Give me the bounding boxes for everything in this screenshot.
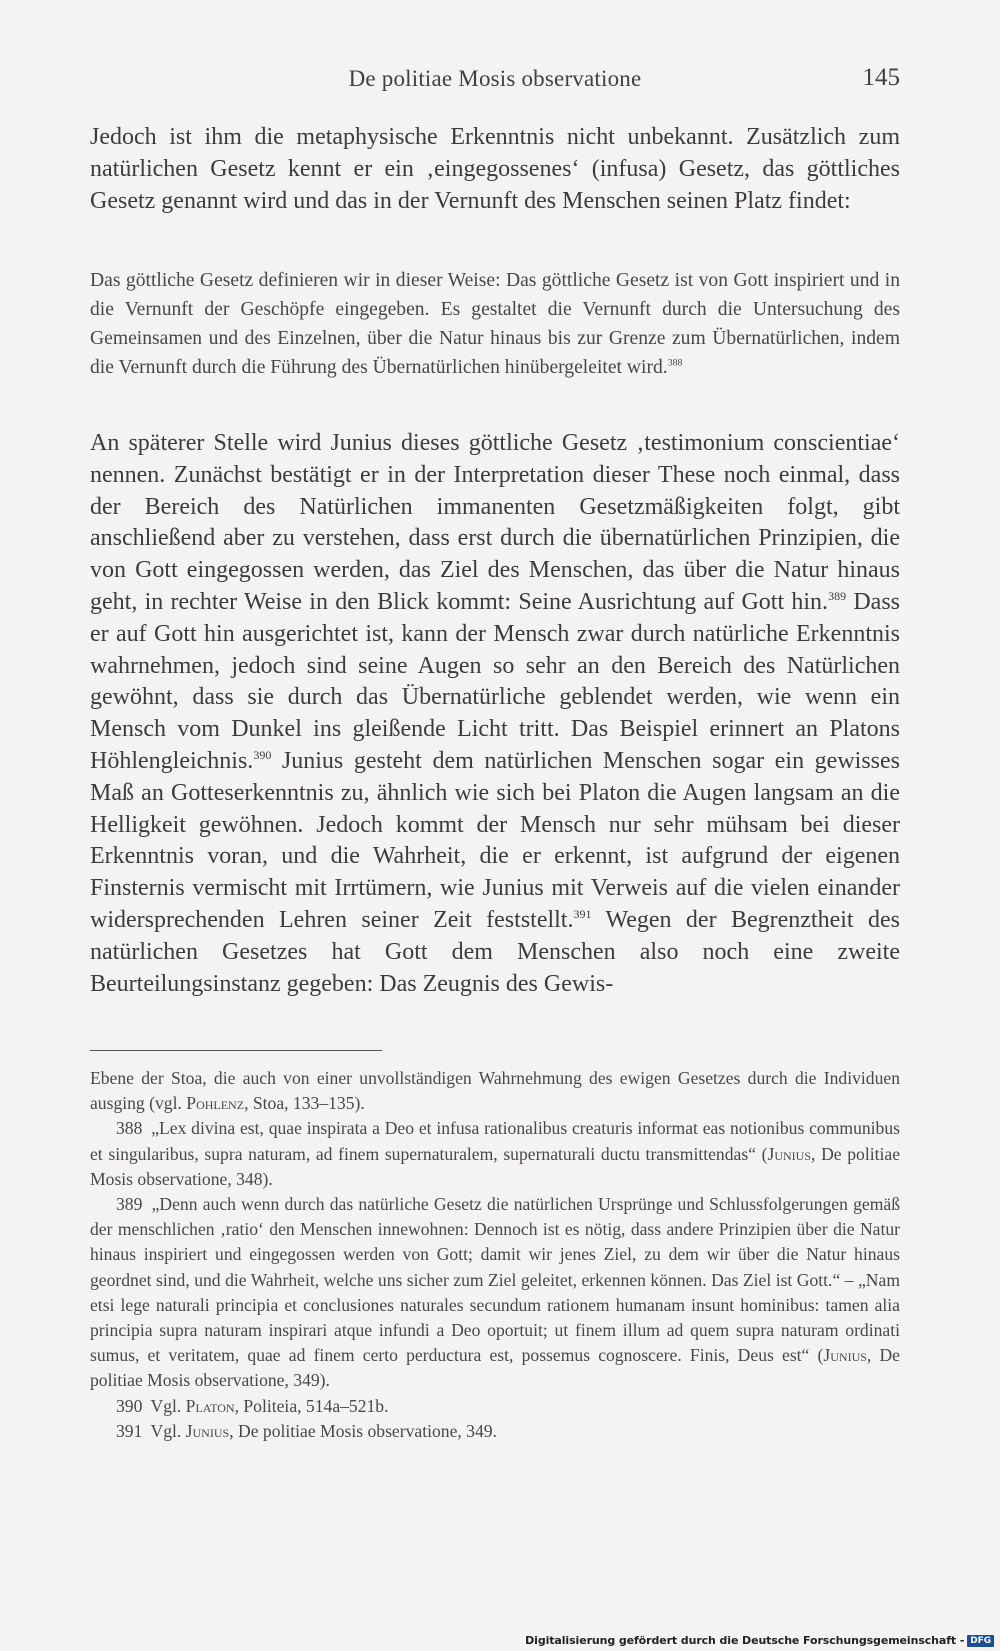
running-title: De politiae Mosis observatione bbox=[348, 66, 642, 91]
footnote-text: , Politeia, 514a–521b. bbox=[234, 1395, 389, 1416]
block-quote-text: Das göttliche Gesetz definieren wir in dieser Weise: Das göttliche Gesetz ist von Gott inspiriert und in die Vernunft der Geschöpfe eingegeben. Es gestaltet die Vernunft durch die Untersuchung des Gemeinsamen und des Einzelnen, über die Natur hinaus bis zur Grenze zum Übernatürlichen, indem die Vernunft durch die Führung des Übernatürlichen hinübergeleitet wird. bbox=[90, 270, 900, 378]
footnote-text: , De politiae Mosis observatione, 349). bbox=[90, 1345, 900, 1391]
footnote-text: „Denn auch wenn durch das natürliche Gesetz die natürlichen Ursprünge und Schlussfolgerungen gemäß der menschlichen ‚ratio‘ den Menschen innewohnen: Dennoch ist es nötig, dass andere Prinzipien über die Natur hinaus inspiriert und eingegossen werden von Gott; damit wir jenes Ziel, zu dem wir über die Natur hinaus geordnet sind, und die Wahrheit, welche uns sicher zum Ziel geleitet, erkennen können. Das Ziel ist Gott.“ – „Nam etsi lege naturali principia et conclusiones naturales secundum rationem humanam insunt hominibus: tamen alia principia supra naturam inspirari atque infundi a Deo oportuit; ut finem illum ad quem supra naturam ordinati sumus, et veritatem, quae ad finem certo perductura est, possemus cognoscere. Finis, Deus est“ ( bbox=[90, 1194, 900, 1366]
footnote-continuation bbox=[90, 1066, 900, 1116]
footnote-ref-391[interactable]: 391 bbox=[573, 906, 592, 921]
footnote-number: 391 bbox=[116, 1420, 143, 1441]
footnote-text: , Stoa, 133–135). bbox=[244, 1093, 365, 1114]
footnote-ref-390[interactable]: 390 bbox=[253, 747, 272, 762]
footnote-389 bbox=[90, 1192, 900, 1394]
credit-text: Digitalisierung gefördert durch die Deutsche Forschungsgemeinschaft - bbox=[525, 1634, 965, 1647]
footnote-author: Junius bbox=[185, 1420, 230, 1441]
paragraph-2-part-3: Junius gesteht dem natürlichen Menschen sogar ein gewisses Maß an Gotteserkenntnis zu, ähnlich wie sich bei Platon die Augen langsam an die Helligkeit gewöhnen. Jedoch kommt der Mensch nur sehr mühsam bei dieser Erkenntnis voran, und die Wahrheit, die er erkennt, ist aufgrund der eigenen Finsternis vermischt mit Irrtümern, wie Junius mit Verweis auf die vielen einander widersprechenden Lehren seiner Zeit feststellt. bbox=[90, 747, 900, 933]
footnotes bbox=[90, 1066, 900, 1444]
footnote-text: Vgl. bbox=[150, 1395, 186, 1416]
footnote-number: 390 bbox=[116, 1395, 143, 1416]
footnote-author: Junius bbox=[767, 1143, 812, 1164]
footnote-number: 388 bbox=[116, 1118, 143, 1139]
footnote-author: Pohlenz bbox=[186, 1093, 245, 1114]
footnote-text: „Lex divina est, quae inspirata a Deo et infusa rationalibus creaturis informat eas notionibus communibus et singularibus, supra naturam, ad finem supernaturalem, supernaturali ductu transmittendas“ ( bbox=[90, 1118, 900, 1164]
footnote-separator bbox=[90, 1050, 382, 1051]
footnote-388 bbox=[90, 1116, 900, 1192]
footnote-text: Vgl. bbox=[150, 1420, 186, 1441]
dfg-logo: DFG bbox=[967, 1635, 994, 1647]
footnote-ref-389[interactable]: 389 bbox=[828, 588, 847, 603]
footnote-391 bbox=[90, 1419, 900, 1444]
footnote-author: Platon bbox=[185, 1395, 235, 1416]
paragraph-2-part-4: Wegen der Begrenztheit des natürlichen Gesetzes hat Gott dem Menschen also noch eine zweite Beurteilungsinstanz gegeben: Das Zeugnis des Gewis- bbox=[90, 906, 900, 997]
paragraph-2-part-2: Dass er auf Gott hin ausgerichtet ist, kann der Mensch zwar durch natürliche Erkenntnis wahrnehmen, jedoch sind seine Augen so sehr an den Bereich des Natürlichen gewöhnt, dass sie durch das Übernatürliche geblendet werden, wie wenn ein Mensch vom Dunkel ins gleißende Licht tritt. Das Beispiel erinnert an Platons Höhlengleichnis. bbox=[90, 588, 900, 774]
footnote-390 bbox=[90, 1394, 900, 1419]
footnote-ref-388[interactable]: 388 bbox=[667, 357, 683, 369]
footnote-text: Ebene der Stoa, die auch von einer unvollständigen Wahrnehmung des ewigen Gesetzes durch die Individuen ausging (vgl. bbox=[90, 1068, 900, 1114]
paragraph-2-part-1: An späterer Stelle wird Junius dieses göttliche Gesetz ‚testimonium conscientiae‘ nennen. Zunächst bestätigt er in der Interpretation dieser These noch einmal, dass der Bereich des Natürlichen immanenten Gesetzmäßigkeiten folgt, gibt anschließend aber zu verstehen, dass erst durch die übernatürlichen Prinzipien, die von Gott eingegossen werden, das Ziel des Menschen, das über die Natur hinaus geht, in rechter Weise in den Blick kommt: Seine Ausrichtung auf Gott hin. bbox=[90, 430, 900, 615]
footnote-text: , De politiae Mosis observatione, 349. bbox=[229, 1420, 497, 1441]
body-paragraph-2 bbox=[90, 428, 900, 1000]
footnote-author: Junius bbox=[823, 1345, 867, 1366]
page-header bbox=[90, 66, 900, 100]
footnote-text: , De politiae Mosis observatione, 348). bbox=[90, 1143, 901, 1189]
page-number: 145 bbox=[862, 64, 900, 91]
body-paragraph-1: Jedoch ist ihm die metaphysische Erkenntnis nicht unbekannt. Zusätzlich zum natürlichen Gesetz kennt er ein ‚eingegossenes‘ (infusa) Gesetz, das göttliches Gesetz genannt wird und das in der Vernunft des Menschen seinen Platz findet: bbox=[90, 124, 900, 214]
block-quote bbox=[90, 266, 900, 382]
digitization-credit bbox=[525, 1634, 994, 1647]
footnote-number: 389 bbox=[116, 1194, 143, 1215]
